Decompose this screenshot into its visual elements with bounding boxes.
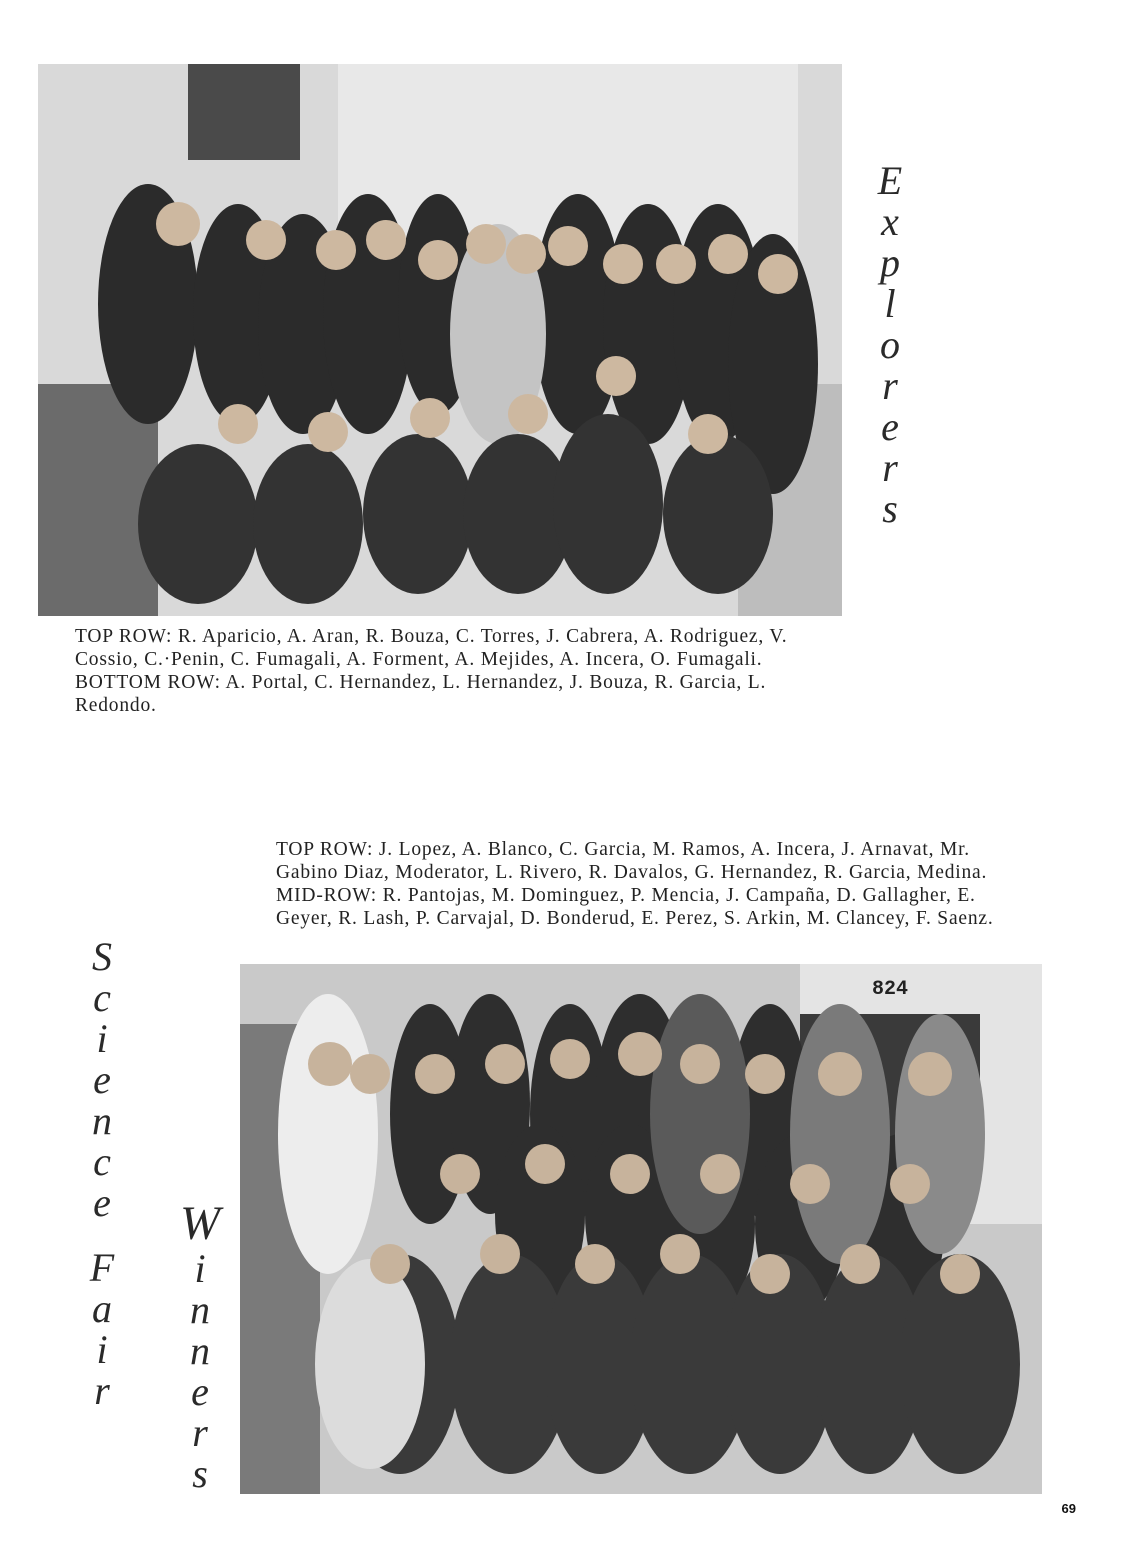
explorers-group-photo <box>38 64 842 616</box>
science-fair-group-photo <box>240 964 1042 1494</box>
title-letter: r <box>882 363 898 408</box>
title-letter: n <box>190 1287 210 1332</box>
title-letter: i <box>96 1327 108 1372</box>
title-letter: e <box>93 1180 111 1225</box>
title-letter: n <box>190 1328 210 1373</box>
title-letter: c <box>93 1139 111 1184</box>
title-letter: r <box>94 1368 110 1413</box>
title-letter: p <box>880 240 900 285</box>
title-letter: a <box>92 1286 112 1331</box>
title-letter: n <box>92 1098 112 1143</box>
title-letter: S <box>92 934 112 979</box>
science-fair-title <box>78 936 126 1411</box>
winners-title <box>176 1197 224 1496</box>
title-letter: o <box>880 322 900 367</box>
title-letter: l <box>884 281 896 326</box>
door-number: 824 <box>872 978 909 1001</box>
title-letter: e <box>93 1057 111 1102</box>
title-letter: c <box>93 975 111 1020</box>
title-letter: F <box>89 1245 115 1290</box>
title-letter: r <box>192 1410 208 1455</box>
science-fair-photo-art <box>240 964 1042 1494</box>
title-letter: e <box>881 404 899 449</box>
title-letter: i <box>96 1016 108 1061</box>
explorers-caption: TOP ROW: R. Aparicio, A. Aran, R. Bouza, C. Torres, J. Cabrera, A. Rodriguez, V. Cossio, C.·Penin, C. Fumagali, A. Forment, A. Mejides, A. Incera, O. Fumagali. BOTTOM ROW: A. Portal, C. Hernandez, L. Hernandez, J. Bouza, R. Garcia, L. Redondo. <box>75 626 788 716</box>
page-number: 69 <box>1061 1501 1076 1516</box>
title-letter: e <box>191 1369 209 1414</box>
title-letter: r <box>882 445 898 490</box>
title-letter: W <box>180 1197 220 1250</box>
explorers-title <box>866 160 914 529</box>
title-letter: E <box>877 158 903 203</box>
title-letter: s <box>882 486 898 531</box>
science-fair-caption: TOP ROW: J. Lopez, A. Blanco, C. Garcia, M. Ramos, A. Incera, J. Arnavat, Mr. Gabino Diaz, Moderator, L. Rivero, R. Davalos, G. Hernandez, R. Garcia, Medina. MID-ROW: R. Pantojas, M. Dominguez, P. Mencia, J. Campaña, D. Gallagher, E. Geyer, R. Lash, P. Carvajal, D. Bonderud, E. Perez, S. Arkin, M. Clancey, F. Saenz. <box>276 839 994 929</box>
title-letter: x <box>881 199 899 244</box>
title-letter: i <box>194 1246 206 1291</box>
explorers-photo-art <box>38 64 842 616</box>
title-letter: s <box>192 1451 208 1496</box>
